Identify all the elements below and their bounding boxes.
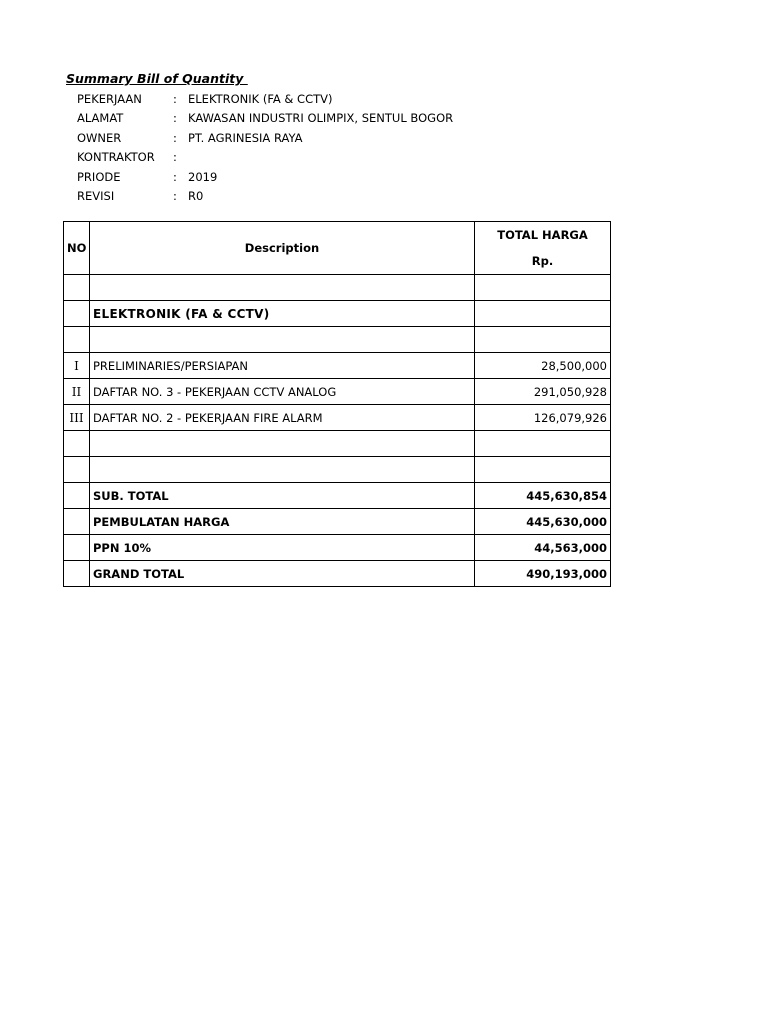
- subtotal-row: [64, 483, 611, 509]
- info-label: PRIODE: [77, 169, 121, 184]
- info-row-revisi: [77, 187, 453, 206]
- summary-label: PEMBULATAN HARGA: [90, 509, 475, 535]
- table-row: [64, 379, 611, 405]
- info-row-kontraktor: [77, 148, 453, 167]
- info-label: KONTRAKTOR: [77, 150, 155, 165]
- item-no: II: [64, 379, 90, 405]
- project-info: [77, 90, 453, 206]
- info-value: KAWASAN INDUSTRI OLIMPIX, SENTUL BOGOR: [188, 111, 454, 126]
- item-total: 28,500,000: [475, 353, 611, 379]
- header-no: NO: [64, 222, 90, 275]
- section-row: [64, 301, 611, 327]
- item-total: 291,050,928: [475, 379, 611, 405]
- info-colon: :: [173, 188, 177, 203]
- info-colon: :: [173, 111, 177, 126]
- info-label: PEKERJAAN: [77, 92, 142, 106]
- info-colon: :: [173, 150, 177, 165]
- summary-total: 445,630,000: [475, 509, 611, 535]
- item-description: DAFTAR NO. 2 - PEKERJAAN FIRE ALARM: [90, 405, 475, 431]
- header-total-label: TOTAL HARGA: [497, 228, 588, 242]
- info-value: ELEKTRONIK (FA & CCTV): [188, 92, 333, 106]
- info-value: 2019: [188, 169, 218, 184]
- item-no: I: [64, 353, 90, 379]
- rounding-row: [64, 509, 611, 535]
- summary-label: PPN 10%: [90, 535, 475, 561]
- info-row-owner: [77, 129, 453, 148]
- summary-total: 44,563,000: [475, 535, 611, 561]
- tax-row: [64, 535, 611, 561]
- info-label: OWNER: [77, 130, 122, 145]
- summary-total: 445,630,854: [475, 483, 611, 509]
- info-colon: :: [173, 169, 177, 184]
- document-title: Summary Bill of Quantity: [66, 71, 248, 86]
- info-colon: :: [173, 130, 177, 145]
- info-row-pekerjaan: [77, 90, 453, 109]
- item-no: III: [64, 405, 90, 431]
- table-header-row: [64, 222, 611, 275]
- empty-row: [64, 431, 611, 457]
- section-title: ELEKTRONIK (FA & CCTV): [90, 301, 475, 327]
- empty-row: [64, 275, 611, 301]
- summary-total: 490,193,000: [475, 561, 611, 587]
- item-description: PRELIMINARIES/PERSIAPAN: [90, 353, 475, 379]
- summary-label: GRAND TOTAL: [90, 561, 475, 587]
- item-total: 126,079,926: [475, 405, 611, 431]
- header-total-currency: Rp.: [531, 254, 554, 268]
- info-label: ALAMAT: [77, 111, 124, 126]
- header-description: Description: [90, 222, 475, 275]
- header-total: [475, 222, 611, 275]
- empty-row: [64, 327, 611, 353]
- item-description: DAFTAR NO. 3 - PEKERJAAN CCTV ANALOG: [90, 379, 475, 405]
- info-colon: :: [173, 92, 177, 106]
- summary-label: SUB. TOTAL: [90, 483, 475, 509]
- table-row: [64, 353, 611, 379]
- info-row-alamat: [77, 109, 453, 128]
- info-value: PT. AGRINESIA RAYA: [188, 130, 303, 145]
- empty-row: [64, 457, 611, 483]
- boq-table: [63, 221, 611, 587]
- info-row-priode: [77, 168, 453, 187]
- table-row: [64, 405, 611, 431]
- info-value: R0: [188, 188, 204, 203]
- grand-total-row: [64, 561, 611, 587]
- info-label: REVISI: [77, 188, 115, 203]
